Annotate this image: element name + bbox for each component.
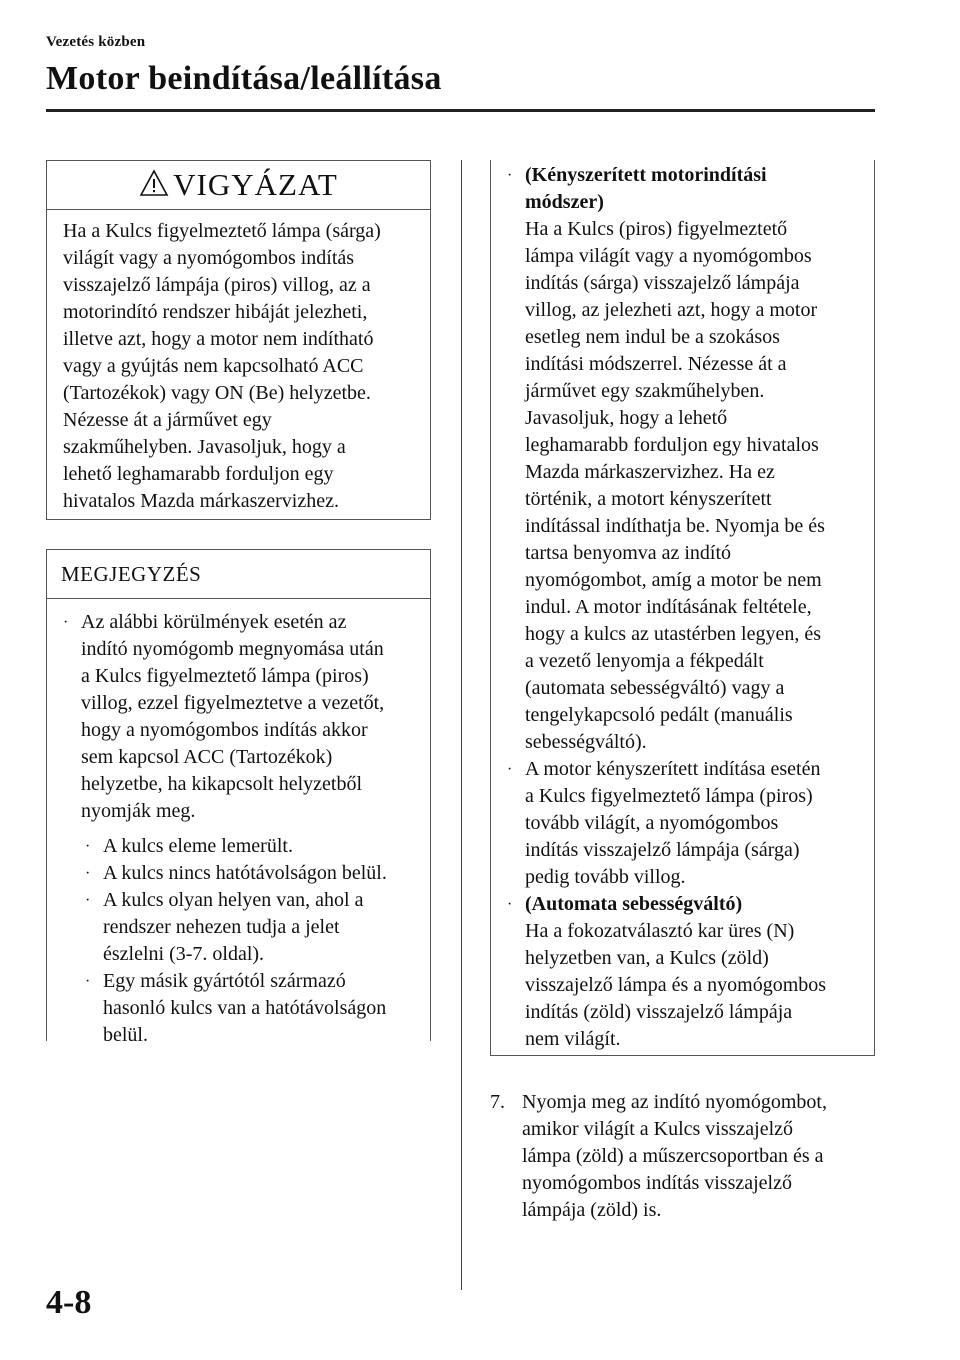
bullet: · (85, 838, 91, 855)
bullet: · (85, 973, 91, 990)
note-line: sem kapcsol ACC (Tartozékok) (81, 746, 333, 768)
note-line: villog, az jelezheti azt, hogy a motor (525, 299, 818, 321)
sub-list-item (81, 968, 418, 1049)
note-line: A kulcs nincs hatótávolságon belül. (103, 862, 387, 884)
note-line: történik, a motort kényszerített (525, 488, 772, 510)
step-line: amikor világít a Kulcs visszajelző (522, 1118, 794, 1140)
sub-list-item (81, 887, 418, 968)
note-line: indító nyomógomb megnyomása után (81, 638, 384, 660)
note-line: Ha a Kulcs (piros) figyelmeztető (525, 218, 788, 240)
caution-line: Ha a Kulcs figyelmeztető lámpa (sárga) (63, 220, 381, 242)
header-rule (46, 109, 875, 112)
list-item (503, 891, 862, 1053)
note-line: hogy a nyomógombos indítás akkor (81, 719, 368, 741)
note-line: Egy másik gyártótól származó (103, 970, 346, 992)
caution-line: szakműhelyben. Javasoljuk, hogy a (63, 436, 346, 458)
note-line: helyzetben van, a Kulcs (zöld) (525, 947, 769, 969)
list-item (503, 756, 862, 891)
caution-line: (Tartozékok) vagy ON (Be) helyzetbe. (63, 382, 371, 404)
section-label: Vezetés közben (46, 34, 146, 50)
caution-box (46, 160, 431, 520)
step-line: lámpa (zöld) a műszercsoportban és a (522, 1145, 824, 1167)
step-text (490, 1089, 875, 1224)
caution-line: lehető leghamarabb forduljon egy (63, 463, 334, 485)
note-line: visszajelző lámpa és a nyomógombos (525, 974, 827, 996)
note-line: nyomógombot, amíg a motor be nem (525, 569, 822, 591)
note-line: indítás (zöld) visszajelző lámpája (525, 1001, 793, 1023)
bullet: · (507, 167, 513, 184)
bullet: · (507, 761, 513, 778)
note-line: indítás visszajelző lámpája (sárga) (525, 839, 800, 861)
note-line: villog, ezzel figyelmeztetve a vezetőt, (81, 692, 385, 714)
sub-list-item (81, 833, 418, 860)
note-line: A motor kényszerített indítása esetén (525, 758, 821, 780)
note-line: Az alábbi körülmények esetén az (81, 611, 347, 633)
caution-line: illetve azt, hogy a motor nem indítható (63, 328, 374, 350)
note-line: tengelykapcsoló pedált (manuális (525, 704, 793, 726)
note-line: hogy a kulcs az utastérben legyen, és (525, 623, 822, 645)
item-heading: (Automata sebességváltó) (525, 893, 743, 915)
note-line: tartsa benyomva az indító (525, 542, 732, 564)
note-line: Ha a fokozatválasztó kar üres (N) (525, 920, 795, 942)
note-line: járművet egy szakműhelyben. (525, 380, 765, 402)
caution-title: VIGYÁZAT (173, 167, 338, 202)
bullet: · (85, 865, 91, 882)
note-line: hasonló kulcs van a hatótávolságon (103, 997, 387, 1019)
note-line: lámpa világít vagy a nyomógombos (525, 245, 812, 267)
note-line: helyzetbe, ha kikapcsolt helyzetből (81, 773, 363, 795)
note-text (47, 599, 430, 1049)
sub-list-item (81, 860, 418, 887)
note-line: pedig tovább villog. (525, 866, 686, 888)
caution-title-bar (47, 161, 430, 210)
note-line: indul. A motor indításának feltétele, (525, 596, 812, 618)
step-line: Nyomja meg az indító nyomógombot, (522, 1091, 827, 1113)
note-continuation-box (490, 160, 875, 1056)
bullet: · (63, 614, 69, 631)
caution-line: visszajelző lámpája (piros) villog, az a (63, 274, 371, 296)
note-line: esetleg nem indul be a szokásos (525, 326, 780, 348)
note-line: A kulcs eleme lemerült. (103, 835, 293, 857)
step-number: 7. (490, 1091, 505, 1113)
note-line: tovább világít, a nyomógombos (525, 812, 779, 834)
note-continuation-text (491, 160, 874, 1053)
note-line: észlelni (3-7. oldal). (103, 943, 265, 965)
list-item (59, 609, 418, 825)
caution-line: hivatalos Mazda márkaszervizhez. (63, 490, 339, 512)
chapter-title: Motor beindítása/leállítása (46, 60, 442, 97)
note-box (46, 549, 431, 1046)
note-line: rendszer nehezen tudja a jelet (103, 916, 340, 938)
note-line: belül. (103, 1024, 148, 1046)
page-number: 4-8 (46, 1284, 92, 1321)
warning-triangle-icon (139, 169, 169, 197)
caution-line: vagy a gyújtás nem kapcsolható ACC (63, 355, 364, 377)
note-line: nyomják meg. (81, 800, 196, 822)
step-7 (490, 1089, 875, 1224)
bullet: · (507, 896, 513, 913)
note-line: Javasoljuk, hogy a lehető (525, 407, 728, 429)
list-item (503, 162, 862, 756)
caution-line: Nézesse át a járművet egy (63, 409, 272, 431)
note-line: (automata sebességváltó) vagy a (525, 677, 785, 699)
note-title: MEGJEGYZÉS (47, 550, 430, 599)
step-line: nyomógombos indítás visszajelző (522, 1172, 792, 1194)
note-line: sebességváltó). (525, 731, 647, 753)
note-line: A kulcs olyan helyen van, ahol a (103, 889, 364, 911)
note-line: leghamarabb forduljon egy hivatalos (525, 434, 819, 456)
note-line: indítás (sárga) visszajelző lámpája (525, 272, 800, 294)
caution-line: motorindító rendszer hibáját jelezheti, (63, 301, 368, 323)
note-line: Mazda márkaszervizhez. Ha ez (525, 461, 775, 483)
column-divider (461, 160, 462, 1290)
item-heading: (Kényszerített motorindítási (525, 164, 767, 186)
note-line: a Kulcs figyelmeztető lámpa (piros) (525, 785, 813, 807)
step-line: lámpája (zöld) is. (522, 1199, 662, 1221)
caution-line: világít vagy a nyomógombos indítás (63, 247, 355, 269)
caution-text (47, 210, 430, 515)
note-line: a vezető lenyomja a fékpedált (525, 650, 764, 672)
note-line: a Kulcs figyelmeztető lámpa (piros) (81, 665, 369, 687)
bullet: · (85, 892, 91, 909)
item-heading: módszer) (525, 191, 604, 213)
note-line: indítással indíthatja be. Nyomja be és (525, 515, 825, 537)
note-line: indítási módszerrel. Nézesse át a (525, 353, 787, 375)
note-line: nem világít. (525, 1028, 621, 1050)
